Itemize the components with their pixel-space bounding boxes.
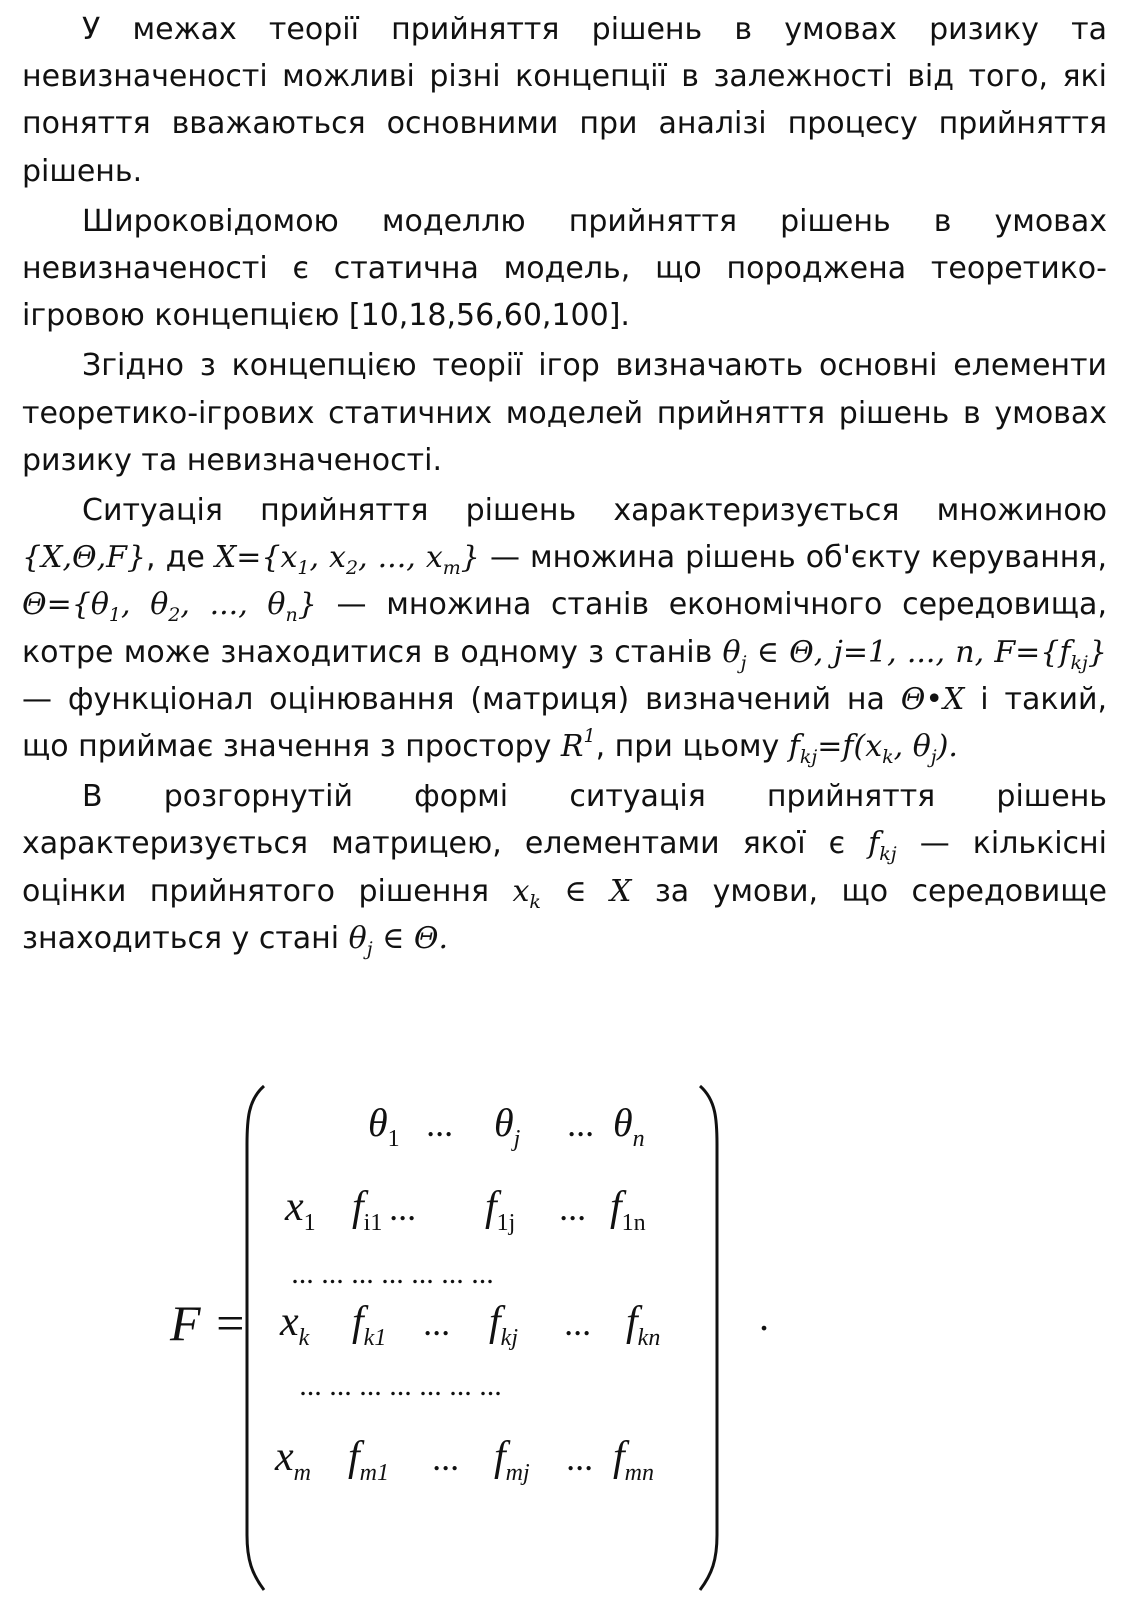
formula-part: 2: [345, 557, 359, 580]
paragraph-text: — кількісні оцінки прийнятого рішення: [22, 826, 1107, 909]
paragraph-text: — множина станів економічного середовища, котре може знаходитися в одному з станів: [22, 587, 1107, 670]
paragraph-text: і такий, що приймає значення з простору: [22, 681, 1107, 765]
formula-part: kj: [879, 843, 897, 866]
matrix-row-m: [274, 1434, 654, 1486]
formula-part: θ: [722, 634, 741, 670]
matrix-header-row: [368, 1100, 645, 1152]
formula-part: θ: [348, 920, 367, 956]
paragraph-text: , де: [146, 540, 215, 576]
matrix-right-paren: [700, 1086, 717, 1590]
formula-part: f: [868, 826, 880, 862]
svg-text:...: ...: [390, 1188, 417, 1228]
formula-part: =f(x: [817, 729, 883, 765]
svg-text:...: ...: [427, 1104, 454, 1144]
formula-part: Θ•X: [900, 681, 965, 717]
svg-text:θ1: $\theta_1$: [368, 1100, 400, 1152]
svg-text:fmn: $f_{mn}$: [613, 1434, 655, 1486]
svg-text:xk: $x_k$: [280, 1299, 310, 1351]
svg-text:fm1: $f_{m1}$: [348, 1434, 390, 1486]
paragraph-text: — множина рішень об'єкту керування,: [479, 540, 1108, 576]
svg-text:fkn: $f_{kn}$: [626, 1299, 661, 1351]
formula-part: kj: [1070, 651, 1088, 674]
formula-part: n: [285, 604, 298, 627]
svg-text:fkj: $f_{kj}$: [489, 1299, 518, 1351]
formula-part: j: [366, 937, 373, 960]
svg-text:...: ...: [424, 1303, 451, 1343]
formula-part: 1: [108, 604, 121, 627]
formula-part: ∈ Θ, j=1, ..., n, F={f: [746, 634, 1071, 670]
paragraph-text: В розгорнутій формі ситуація прийняття рішень характеризується матрицею, елементами якої є: [22, 779, 1107, 862]
formula-part: j: [930, 746, 937, 769]
paragraph-text: Згідно з концепцією теорії ігор визначають основні елементи теоретико-ігрових статичних моделей прийняття рішень в умовах ризику та невизначеності.: [22, 348, 1107, 478]
formula-part: ).: [936, 729, 958, 765]
formula-part: 2: [168, 604, 181, 627]
matrix-dots-row-2: ... ... ... ... ... ... ...: [300, 1369, 503, 1402]
svg-text:...: ...: [565, 1303, 592, 1343]
svg-text:...: ...: [568, 1104, 595, 1144]
matrix-left-paren: [247, 1086, 264, 1590]
svg-text:xm: $x_m$: [275, 1434, 311, 1486]
formula-part: }: [1087, 634, 1107, 670]
svg-text:...: ...: [567, 1438, 594, 1478]
matrix-row-k: [279, 1299, 660, 1351]
svg-text:θj: $\theta_j$: [494, 1100, 521, 1152]
svg-text:f1n: $f_{1n}$: [610, 1184, 646, 1236]
svg-text:f1j: $f_{1j}$: [485, 1184, 516, 1236]
formula-part: {X,Θ,F}: [22, 540, 147, 576]
formula-part: , x: [309, 540, 346, 576]
formula-part: kj: [799, 746, 818, 769]
formula-part: ∈ Θ.: [372, 920, 449, 956]
formula-part: , ..., x: [358, 540, 443, 576]
formula-part: j: [740, 651, 747, 674]
paragraph-text: , при цьому: [595, 729, 789, 765]
paragraph-text: Широковідомою моделлю прийняття рішень в умовах невизначеності є статична модель, що породжена теоретико-ігровою концепцією [10,18,56,60,100].: [22, 203, 1107, 334]
svg-text:θn: $\theta_n$: [613, 1100, 645, 1152]
formula-part: ∈ X: [540, 873, 632, 909]
formula-part: 1: [583, 725, 596, 748]
formula-part: X={x: [214, 540, 298, 576]
paragraph-text: Ситуація прийняття рішень характеризується множиною: [82, 493, 1107, 529]
svg-text:...: ...: [433, 1438, 460, 1478]
formula-part: x: [512, 873, 530, 909]
svg-text:...: ...: [560, 1188, 587, 1228]
formula-part: m: [442, 557, 461, 580]
formula-part: }: [297, 587, 317, 623]
paragraph-text: — функціонал оцінювання (матриця) визначений на: [22, 681, 901, 717]
svg-text:fk1: $f_{k1}$: [352, 1299, 387, 1351]
paragraph-text: за умови, що середовище знаходиться у стані: [22, 873, 1107, 956]
paragraph-text: У межах теорії прийняття рішень в умовах ризику та невизначеності можливі різні концепції в залежності від того, які поняття вважаються основними при аналізі процесу прийняття рішень.: [22, 12, 1107, 189]
formula-part: 1: [297, 557, 310, 580]
formula-part: k: [882, 746, 894, 769]
formula-part: , ..., θ: [180, 587, 286, 623]
formula-part: f: [788, 729, 800, 765]
formula-part: , θ: [893, 729, 931, 765]
formula-part: , θ: [120, 587, 169, 623]
formula-part: k: [529, 890, 541, 913]
matrix-row-1: [284, 1184, 646, 1236]
formula-part: Θ={θ: [22, 587, 109, 623]
svg-text:x1: $x_1$: [285, 1184, 316, 1236]
svg-text:fmj: $f_{mj}$: [494, 1434, 530, 1486]
formula-part: }: [460, 540, 480, 576]
formula-part: R: [560, 729, 584, 765]
matrix-lhs: F =: [170, 1295, 247, 1351]
matrix-trailing-dot: .: [760, 1294, 770, 1339]
matrix-dots-row-1: ... ... ... ... ... ... ...: [292, 1257, 495, 1290]
svg-text:fi1: $f_{i1}$: [352, 1184, 383, 1236]
